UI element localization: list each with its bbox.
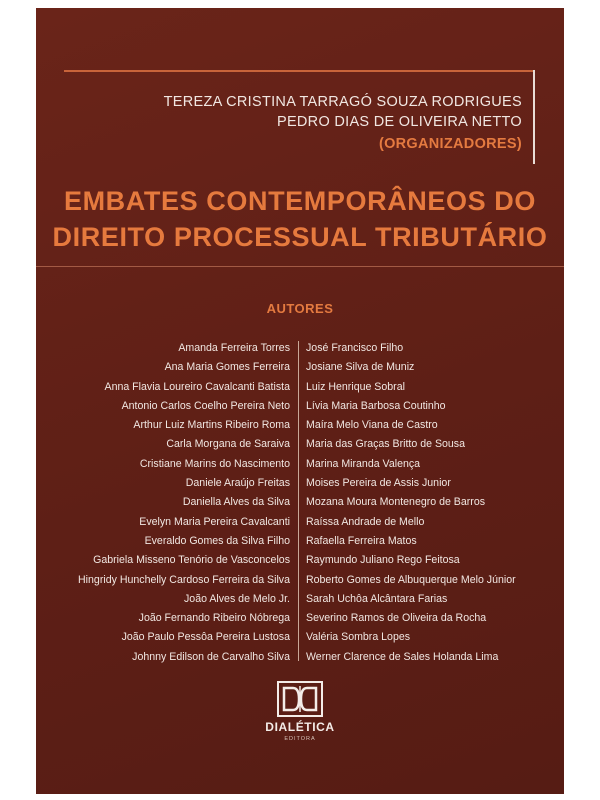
title-bottom-rule bbox=[36, 266, 564, 267]
author-name: Luiz Henrique Sobral bbox=[306, 380, 405, 393]
author-name: Raymundo Juliano Rego Feitosa bbox=[306, 554, 460, 567]
organizer-name-1: TEREZA CRISTINA TARRAGÓ SOUZA RODRIGUES bbox=[163, 94, 522, 110]
author-name: Werner Clarence de Sales Holanda Lima bbox=[306, 650, 499, 663]
publisher-name: DIALÉTICA bbox=[265, 720, 335, 734]
author-name: Ana Maria Gomes Ferreira bbox=[164, 361, 290, 374]
author-name: Arthur Luiz Martins Ribeiro Roma bbox=[133, 419, 290, 432]
author-name: Cristiane Marins do Nascimento bbox=[139, 457, 290, 470]
author-name: Daniella Alves da Silva bbox=[182, 496, 290, 509]
vertical-rule bbox=[533, 70, 535, 164]
author-name: João Paulo Pessôa Pereira Lustosa bbox=[121, 631, 290, 644]
author-name: Rafaella Ferreira Matos bbox=[306, 534, 417, 547]
organizers-label: (ORGANIZADORES) bbox=[378, 136, 522, 152]
author-name: Josiane Silva de Muniz bbox=[306, 361, 415, 374]
author-name: Amanda Ferreira Torres bbox=[178, 342, 290, 354]
author-name: Carla Morgana de Saraiva bbox=[166, 438, 290, 451]
authors-list-left bbox=[78, 339, 290, 667]
publisher-subtitle: EDITORA bbox=[284, 736, 316, 742]
author-name: Maíra Melo Viana de Castro bbox=[306, 419, 438, 432]
author-name: Lívia Maria Barbosa Coutinho bbox=[306, 399, 446, 412]
author-name: Valéria Sombra Lopes bbox=[306, 631, 411, 644]
author-name: Severino Ramos de Oliveira da Rocha bbox=[306, 612, 487, 625]
top-rule bbox=[64, 70, 534, 72]
author-name: Evelyn Maria Pereira Cavalcanti bbox=[139, 515, 290, 528]
author-name: Gabriela Misseno Tenório de Vasconcelos bbox=[93, 554, 290, 567]
author-name: Mozana Moura Montenegro de Barros bbox=[306, 496, 486, 509]
book-title-line-1: EMBATES CONTEMPORÂNEOS DO bbox=[63, 186, 537, 216]
author-name: Moises Pereira de Assis Junior bbox=[306, 477, 451, 490]
author-name: Raíssa Andrade de Mello bbox=[306, 515, 425, 528]
author-name: Daniele Araújo Freitas bbox=[185, 477, 290, 490]
authors-column-divider bbox=[298, 341, 299, 661]
author-name: Johnny Edilson de Carvalho Silva bbox=[132, 650, 290, 663]
author-name: João Alves de Melo Jr. bbox=[184, 592, 290, 605]
organizer-name-2: PEDRO DIAS DE OLIVEIRA NETTO bbox=[276, 114, 522, 130]
dialetica-logo-icon bbox=[277, 681, 323, 717]
author-name: Roberto Gomes de Albuquerque Melo Júnior bbox=[306, 573, 516, 586]
author-name: Antonio Carlos Coelho Pereira Neto bbox=[121, 399, 290, 412]
author-name: Sarah Uchôa Alcântara Farias bbox=[306, 592, 448, 605]
author-name: Maria das Graças Britto de Sousa bbox=[306, 438, 465, 451]
authors-heading: AUTORES bbox=[266, 301, 334, 316]
author-name: Marina Miranda Valença bbox=[306, 457, 421, 470]
book-title-line-2: DIREITO PROCESSUAL TRIBUTÁRIO bbox=[52, 222, 548, 252]
authors-list-right bbox=[306, 339, 516, 667]
book-cover bbox=[36, 8, 564, 794]
author-name: Hingridy Hunchelly Cardoso Ferreira da Silva bbox=[78, 573, 290, 586]
author-name: Anna Flavia Loureiro Cavalcanti Batista bbox=[104, 380, 290, 393]
author-name: João Fernando Ribeiro Nóbrega bbox=[138, 612, 290, 625]
author-name: José Francisco Filho bbox=[306, 342, 404, 354]
author-name: Everaldo Gomes da Silva Filho bbox=[144, 534, 290, 547]
